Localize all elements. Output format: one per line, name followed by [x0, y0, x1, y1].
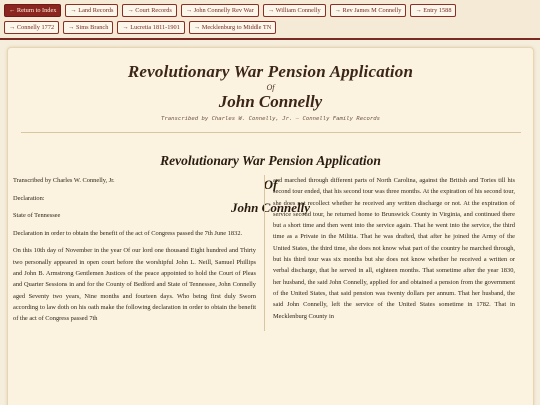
document-columns [13, 175, 515, 331]
paragraph: Declaration: [13, 194, 45, 202]
left-column [13, 175, 264, 331]
nav-connelly-1772-link[interactable]: → Connelly 1772 [4, 21, 59, 34]
nav-entry-1588-link[interactable]: → Entry 1588 [410, 4, 456, 17]
page-title-of: Of [266, 83, 275, 92]
paragraph: Transcribed by Charles W. Connelly, Jr. [13, 177, 115, 184]
page-header [8, 48, 533, 133]
document-title-name: John Connelly [230, 200, 311, 215]
nav-mecklenburg-to-middle-tn-link[interactable]: → Mecklenburg to Middle TN [189, 21, 276, 34]
nav-land-records-link[interactable]: → Land Records [65, 4, 118, 17]
document-title: Revolutionary War Pension Application [160, 153, 381, 168]
page-subtitle: Transcribed by Charles W. Connelly, Jr. — Connelly Family Records [161, 116, 380, 122]
nav-william-connelly-link[interactable]: → William Connelly [263, 4, 326, 17]
paragraph: State of Tennessee [13, 212, 61, 220]
page-title: Revolutionary War Pension Application [127, 62, 414, 81]
return-to-index-button[interactable]: ← Return to Index [4, 4, 61, 17]
document-title-of: Of [263, 177, 278, 192]
nav-lucretia-link[interactable]: → Lucretia 1811-1901 [117, 21, 184, 34]
nav-rev-james-m-connelly-link[interactable]: → Rev James M Connelly [330, 4, 407, 17]
nav-court-records-link[interactable]: → Court Records [122, 4, 176, 17]
nav-john-connelly-rev-war-link[interactable]: → John Connelly Rev War [181, 4, 259, 17]
top-navigation [0, 0, 540, 40]
right-column [264, 175, 515, 331]
page-title-name: John Connelly [218, 92, 323, 111]
paragraph: On this 10th day of November in the year Of our lord one thousand Eight hundred and Thirty two personally appeared in open court before the worshipful John L. Neill, Samuel Phillips and John B. Armstrong Gentlemen Justices of the peace appointed to hold the Court of Pleas and Quarter Sessions in and for the County of Bedford and State of Tennessee, John Connelly aged Seventy two years, Nine months and fourteen days. Who being first duly Sworn according to law doth on his oath make the following declaration in order to obtain the benefit of the act of Congress passed 7th [13, 247, 256, 323]
nav-row-1 [4, 4, 536, 18]
paragraph: and marched through different parts of North Carolina, against the British and Tories till his second tour ended, that his second tour was three months. At the expiration of his second tour, she does not recollect whether he received any written discharge or not. At the expiration of service second tour, he returned home to Brunswick County in Virginia, and continued there but a short time and then went into the service again. That he went into the service, the third time as a Private in the Militia. That he was drafted, that after he joined the Army of the United States, the third time, she does not know what part of the country he marched through, but his third tour was six months but she does not know whether he received a written or verbal discharge, that he served in all, eighteen months. That sometime after the year 1830, her husband, the said John Connelly, applied for and obtained a pension from the government of the United States, that said pension was twenty dollars per annum. That her husband, the said John Connelly, left the service of the United States sometime in 1782. That in Mecklenburg County in [273, 177, 515, 320]
header-divider [21, 132, 521, 133]
paragraph: Declaration in order to obtain the benefit of the act of Congress passed the 7th June 1832. [13, 229, 243, 237]
nav-row-2 [4, 21, 536, 35]
nav-sims-branch-link[interactable]: → Sims Branch [63, 21, 113, 34]
